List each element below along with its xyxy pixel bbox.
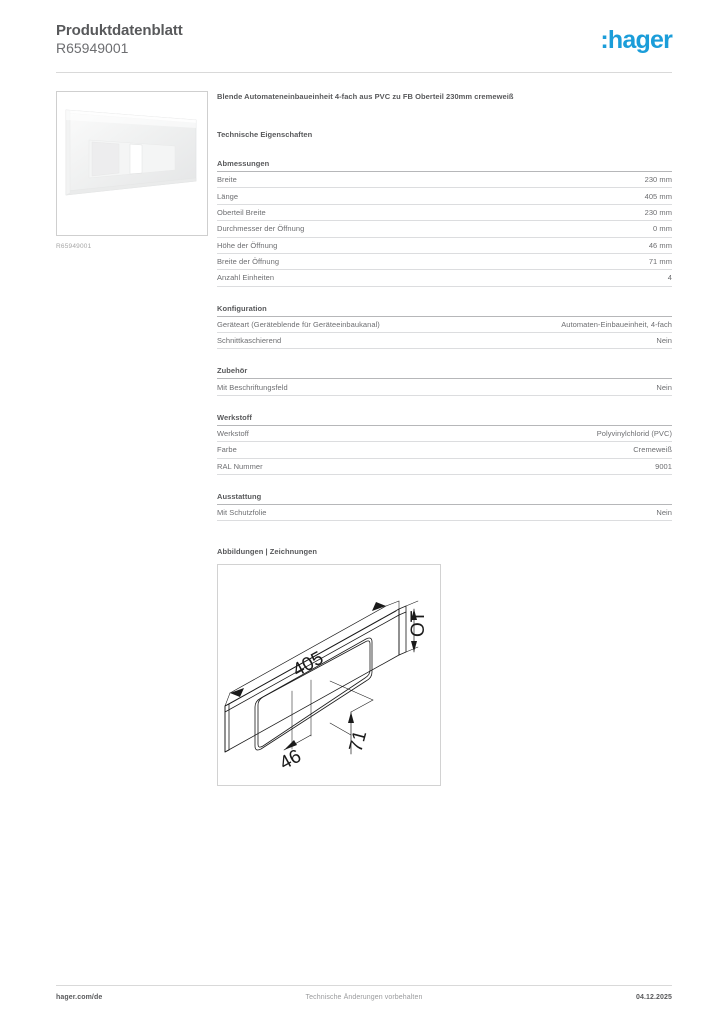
footer-website-link[interactable]: hager.com/de bbox=[56, 994, 103, 1001]
spec-value: Cremeweiß bbox=[633, 445, 672, 455]
main-content bbox=[217, 91, 672, 786]
table-row bbox=[217, 379, 672, 395]
table-row bbox=[217, 458, 672, 474]
spec-value: Automaten-Einbaueinheit, 4-fach bbox=[561, 319, 672, 329]
spec-table bbox=[217, 426, 672, 475]
spec-label: Durchmesser der Öffnung bbox=[217, 224, 305, 234]
spec-label: Höhe der Öffnung bbox=[217, 240, 278, 250]
spec-value: 4 bbox=[667, 273, 672, 283]
product-photo-svg bbox=[57, 92, 207, 235]
spec-value: 0 mm bbox=[653, 224, 672, 234]
spec-label: Oberteil Breite bbox=[217, 207, 266, 217]
table-row bbox=[217, 317, 672, 333]
spec-table bbox=[217, 317, 672, 350]
drawings-heading: Abbildungen | Zeichnungen bbox=[217, 547, 318, 557]
spec-label: Mit Beschriftungsfeld bbox=[217, 382, 288, 392]
spec-label: Werkstoff bbox=[217, 428, 249, 438]
footer-disclaimer: Technische Änderungen vorbehalten bbox=[305, 994, 423, 1001]
spec-table bbox=[217, 505, 672, 521]
table-row bbox=[217, 204, 672, 220]
spec-value: 405 mm bbox=[644, 191, 672, 201]
table-row bbox=[217, 253, 672, 269]
spec-section bbox=[217, 304, 672, 350]
product-reference: R65949001 bbox=[56, 40, 129, 56]
spec-section-title: Ausstattung bbox=[217, 492, 672, 505]
table-row bbox=[217, 237, 672, 253]
spec-section bbox=[217, 366, 672, 395]
spec-label: Mit Schutzfolie bbox=[217, 508, 267, 518]
spec-table bbox=[217, 172, 672, 287]
product-description: Blende Automateneinbaueinheit 4-fach aus PVC zu FB Oberteil 230mm cremeweiß bbox=[217, 92, 514, 101]
footer-divider bbox=[56, 985, 672, 986]
arrow-ot-bottom bbox=[411, 641, 417, 652]
table-row bbox=[217, 172, 672, 188]
spec-label: Breite bbox=[217, 175, 237, 185]
dim-label-46: 46 bbox=[276, 746, 305, 775]
product-figure bbox=[56, 91, 208, 250]
technical-drawing-svg bbox=[218, 565, 440, 785]
table-row bbox=[217, 426, 672, 442]
spec-value: Nein bbox=[656, 508, 672, 518]
spec-label: RAL Nummer bbox=[217, 461, 263, 471]
table-row bbox=[217, 221, 672, 237]
spec-label: Geräteart (Geräteblende für Geräteeinbaukanal) bbox=[217, 319, 380, 329]
table-row bbox=[217, 270, 672, 286]
spec-label: Breite der Öffnung bbox=[217, 257, 280, 267]
spec-value: 230 mm bbox=[644, 175, 672, 185]
table-row bbox=[217, 442, 672, 458]
spec-section bbox=[217, 159, 672, 287]
spec-value: 46 mm bbox=[648, 240, 672, 250]
header-divider bbox=[56, 72, 672, 73]
spec-label: Länge bbox=[217, 191, 239, 201]
page-footer bbox=[56, 994, 672, 1008]
technical-drawing-frame bbox=[217, 564, 441, 786]
spec-section-title: Werkstoff bbox=[217, 413, 672, 426]
dim-label-71: 71 bbox=[345, 728, 372, 755]
spec-table bbox=[217, 379, 672, 395]
dim-label-405: 405 bbox=[289, 647, 328, 682]
page-title: Produktdatenblatt bbox=[56, 22, 183, 39]
spec-label: Anzahl Einheiten bbox=[217, 273, 275, 283]
table-row bbox=[217, 188, 672, 204]
spec-sections bbox=[217, 159, 672, 521]
spec-label: Schnittkaschierend bbox=[217, 336, 282, 346]
dim-label-ot: OT bbox=[408, 610, 429, 638]
product-image-frame bbox=[56, 91, 208, 236]
spec-value: 230 mm bbox=[644, 207, 672, 217]
spec-section-title: Zubehör bbox=[217, 366, 672, 379]
page-header bbox=[56, 22, 672, 68]
technical-properties-heading: Technische Eigenschaften bbox=[217, 130, 313, 139]
spec-value: 9001 bbox=[655, 461, 672, 471]
spec-section-title: Abmessungen bbox=[217, 159, 672, 172]
hager-logo: :hager bbox=[600, 26, 672, 54]
spec-section-title: Konfiguration bbox=[217, 304, 672, 317]
footer-date: 04.12.2025 bbox=[635, 994, 672, 1001]
spec-value: 71 mm bbox=[648, 257, 672, 267]
spec-value: Nein bbox=[656, 336, 672, 346]
spec-section bbox=[217, 413, 672, 475]
arrow-71 bbox=[348, 712, 354, 723]
spec-section bbox=[217, 492, 672, 521]
spec-value: Polyvinylchlorid (PVC) bbox=[596, 428, 672, 438]
product-image-caption: R65949001 bbox=[56, 243, 92, 250]
table-row bbox=[217, 333, 672, 349]
spec-value: Nein bbox=[656, 382, 672, 392]
spec-label: Farbe bbox=[217, 445, 237, 455]
table-row bbox=[217, 505, 672, 521]
